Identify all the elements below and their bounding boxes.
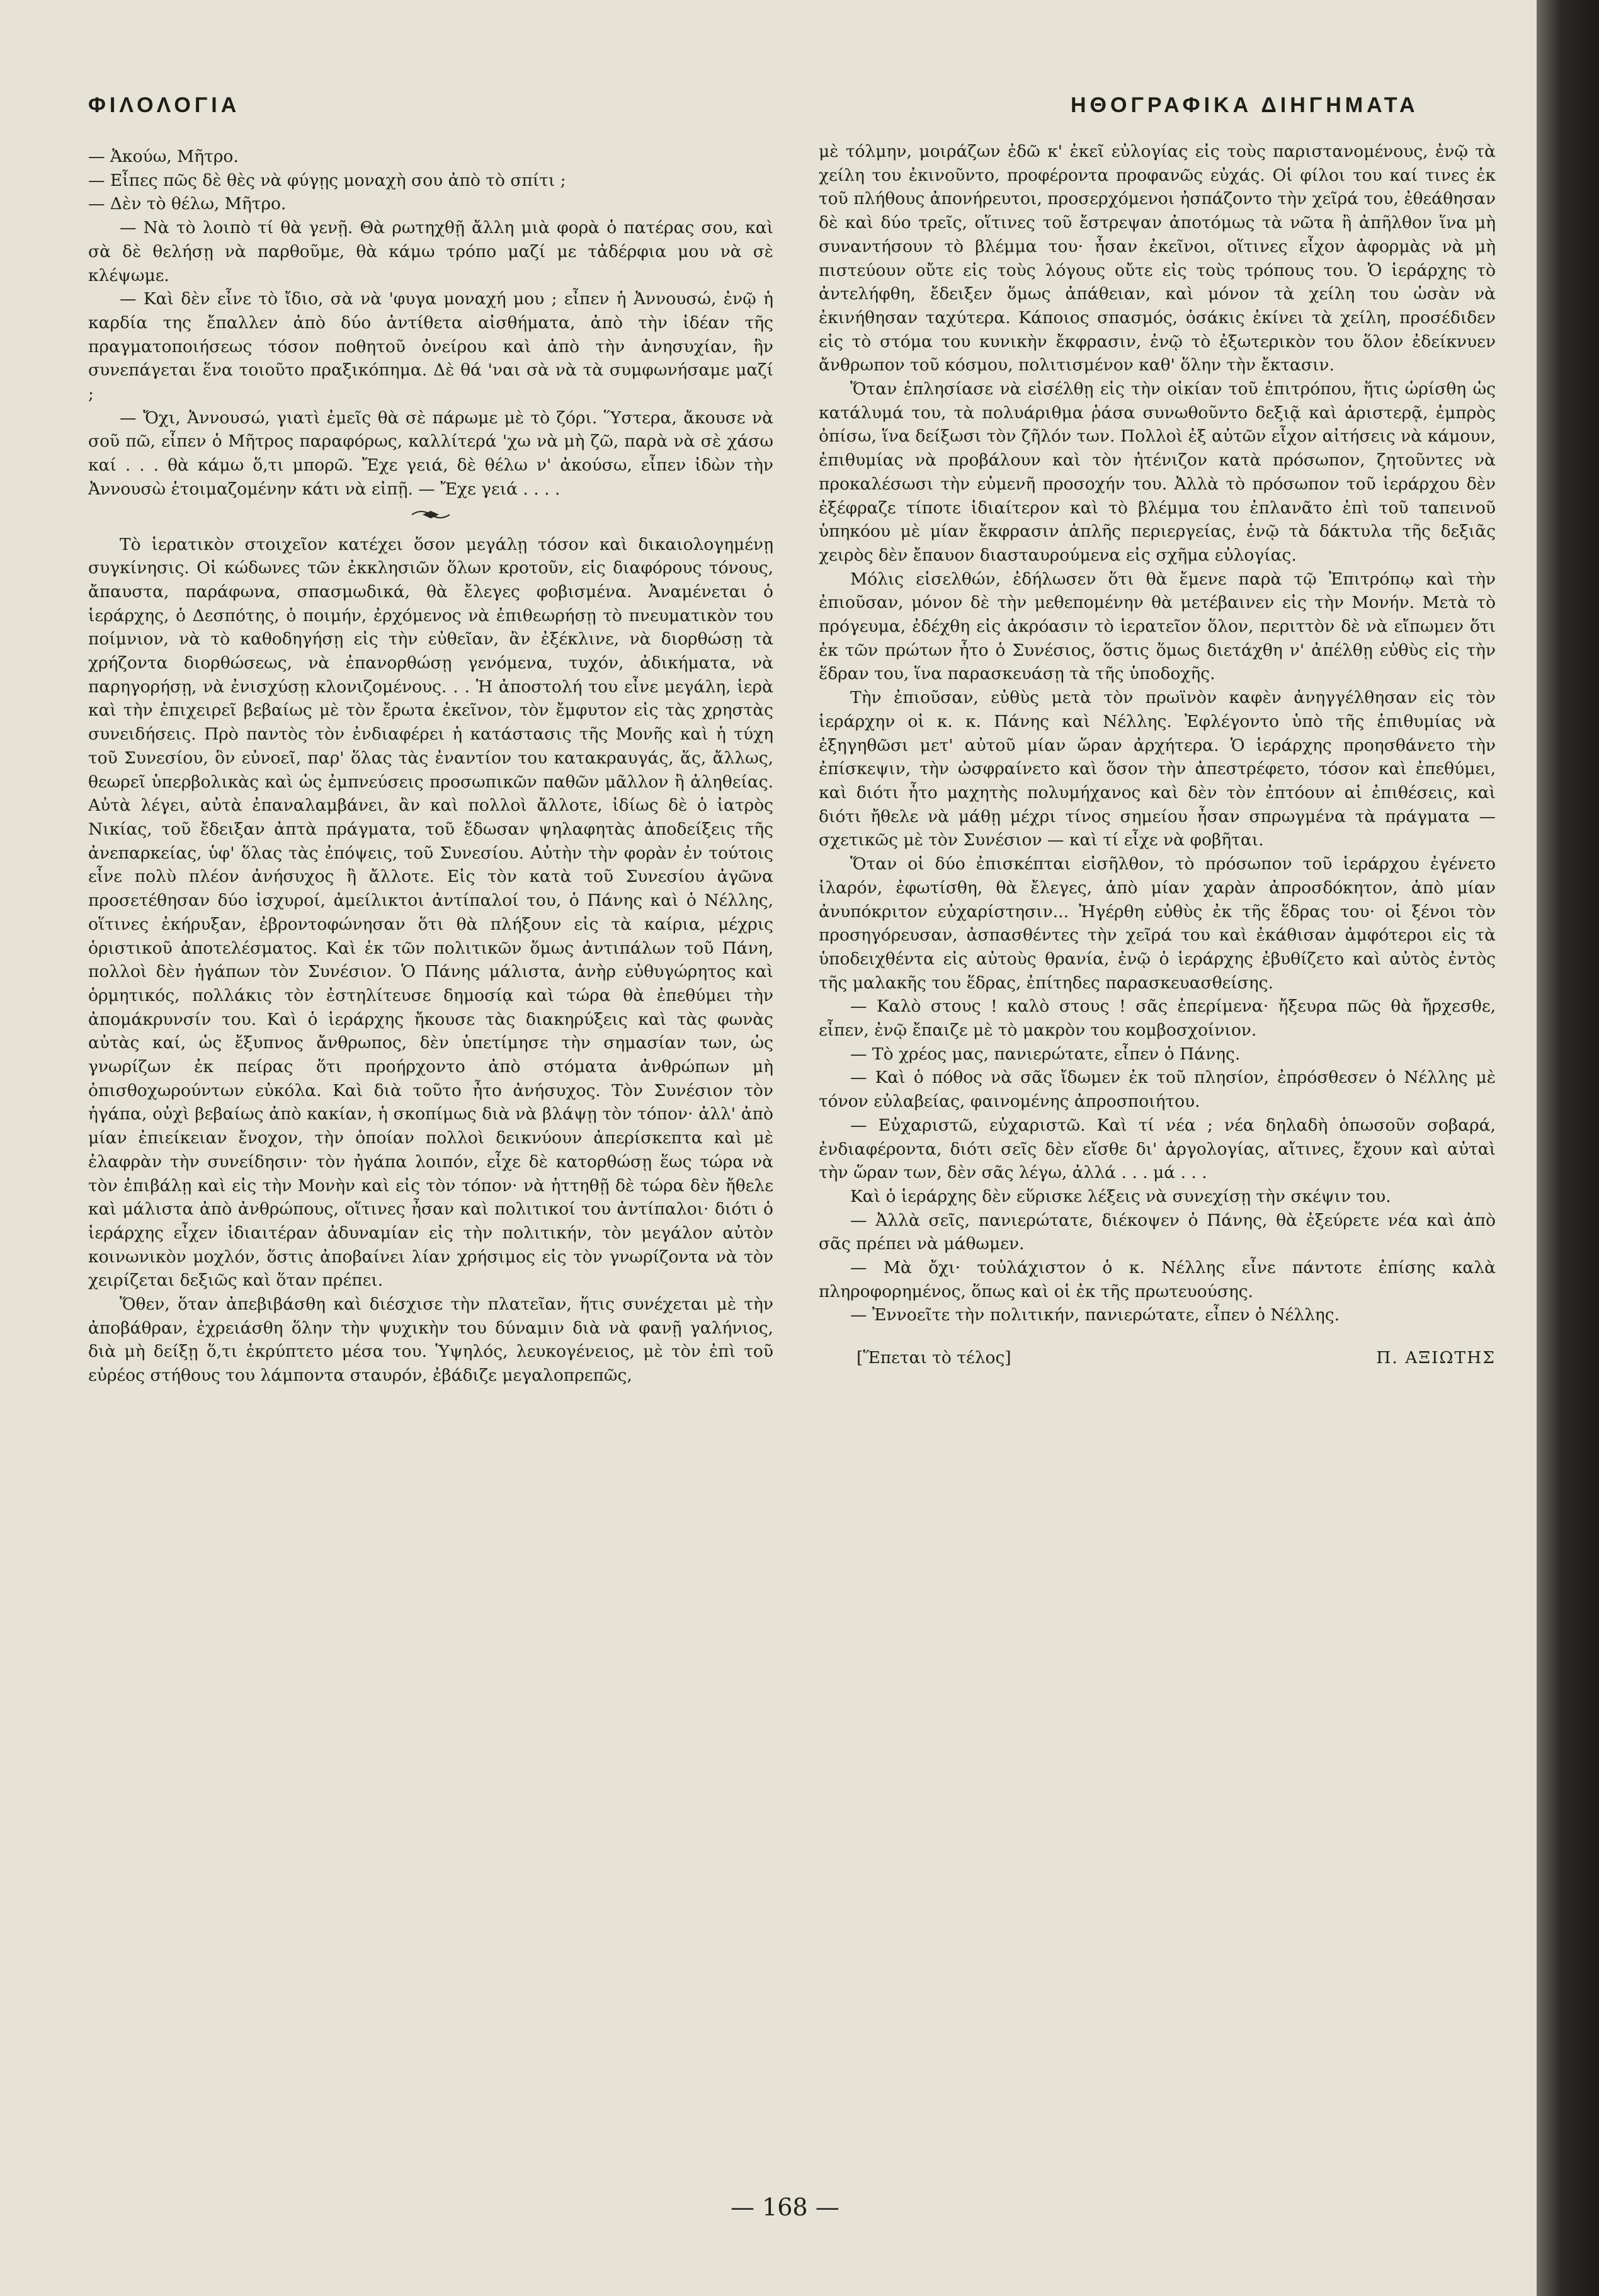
paragraph: — Ἀκούω, Μῆτρο. <box>88 147 239 166</box>
paragraph: Τὴν ἐπιοῦσαν, εὐθὺς μετὰ τὸν πρωϊνὸν καφὲν ἀνηγγέλθησαν εἰς τὸν ἱεράρχην οἱ κ. κ. Πάνης καὶ Νέλλης. Ἐφλέγοντο ὑπὸ τῆς ἐπιθυμίας νὰ ἐξηγηθῶσι μετ' αὐτοῦ μίαν ὥραν ἀρχήτερα. Ὁ ἱεράρχης προησθάνετο τὴν ἐπίσκεψιν, τὴν ὠσφραίνετο καὶ ὅσον τὴν ἀπεστρέφετο, τόσον καὶ ἐπεθύμει, καὶ διότι ἦτο μαχητὴς πολυμήχανος καὶ δὲν τὸν ἐπτόουν αἱ ἐπιθέσεις, καὶ διότι ἤθελε νὰ μάθῃ μέχρι τίνος σημείου ἦσαν σπρωγμένα τὰ πράγματα — σχετικῶς μὲ τὸν Συνέσιον — καὶ τί εἶχε νὰ φοβῆται. <box>819 688 1496 850</box>
book-spine-shadow <box>1537 0 1599 2296</box>
paragraph: — Ὄχι, Ἀννουσώ, γιατὶ ἐμεῖς θὰ σὲ πάρωμε μὲ τὸ ζόρι. Ὕστερα, ἄκουσε νὰ σοῦ πῶ, εἶπεν ὁ Μῆτρος παραφόρως, καλλίτερά 'χω νὰ μὴ ζῶ, παρὰ νὰ σὲ χάσω καί . . . θὰ κάμω ὅ,τι μπορῶ. Ἔχε γειά, δὲ θέλω ν' ἀκούσω, εἶπεν ἰδὼν τὴν Ἀννουσὼ ἑτοιμαζομένην κάτι νὰ εἰπῇ. — Ἔχε γειά . . . . <box>88 408 773 499</box>
paragraph: — Καὶ ὁ πόθος νὰ σᾶς ἴδωμεν ἐκ τοῦ πλησίον, ἐπρόσθεσεν ὁ Νέλλης μὲ τόνον εὐλαβείας, φαινομένης ἀπροσποιήτου. <box>819 1068 1496 1112</box>
paragraph: Ὅταν οἱ δύο ἐπισκέπται εἰσῆλθον, τὸ πρόσωπον τοῦ ἱεράρχου ἐγένετο ἱλαρόν, ἐφωτίσθη, θὰ ἔλεγες, ἀπὸ μίαν χαρὰν ἀπροσδόκητον, ἀπὸ μίαν ἀνυπόκριτον εὐχαρίστησιν... Ἠγέρθη εὐθὺς ἐκ τῆς ἕδρας του· οἱ ξένοι τὸν προσηγόρευσαν, ἀσπασθέντες τὴν χεῖρά του καὶ ἐκάθισαν ἀμφότεροι εἰς τὰ ὑποδειχθέντα εἰς αὐτοὺς θρανία, ἐνῷ ὁ ἱεράρχης ἐβυθίζετο καὶ αὐτὸς ἐντὸς τῆς μαλακῆς του ἕδρας, ἐπίτηδες παρασκευασθείσης. <box>819 854 1496 993</box>
ornament-divider <box>88 505 773 524</box>
paragraph: — Τὸ χρέος μας, πανιερώτατε, εἶπεν ὁ Πάνης. <box>850 1044 1241 1064</box>
article-footer <box>819 1346 1496 1370</box>
paragraph: — Δὲν τὸ θέλω, Μῆτρο. <box>88 194 287 214</box>
paragraph: — Ἐννοεῖτε τὴν πολιτικήν, πανιερώτατε, εἶπεν ὁ Νέλλης. <box>850 1305 1340 1325</box>
paragraph: — Εἶπες πῶς δὲ θὲς νὰ φύγῃς μοναχὴ σου ἀπὸ τὸ σπίτι ; <box>88 170 566 190</box>
ornament-icon <box>409 505 453 524</box>
paragraph: Μόλις εἰσελθών, ἐδήλωσεν ὅτι θὰ ἔμενε παρὰ τῷ Ἐπιτρόπῳ καὶ τὴν ἐπιοῦσαν, μόνον δὲ τὴν μεθεπομένην θὰ μετέβαινεν εἰς τὴν Μονήν. Μετὰ τὸ πρόγευμα, ἐδέχθη εἰς ἀκρόασιν τὸ ἱερατεῖον ὅλον, περιττὸν δὲ νὰ εἴπωμεν ὅτι ἐκ τῶν πρώτων ἦτο ὁ Συνέσιος, ὅστις ὅμως διετάχθη ν' ἀπέλθῃ εὐθὺς εἰς τὴν ἕδραν του, ἵνα παρασκευάσῃ τὰ τῆς ὑποδοχῆς. <box>819 569 1496 684</box>
continued-note: [Ἕπεται τὸ τέλος] <box>856 1348 1011 1368</box>
left-column <box>88 145 773 1388</box>
paragraph: — Καὶ δὲν εἶνε τὸ ἴδιο, σὰ νὰ 'φυγα μοναχή μου ; εἶπεν ἡ Ἀννουσώ, ἐνῷ ἡ καρδία της ἔπαλλεν ἀπὸ δύο ἀντίθετα αἰσθήματα, ἀπὸ τὴν ἰδέαν τῆς πραγματοποιήσεως τόσον ποθητοῦ ὀνείρου καὶ ἀπὸ τὴν ἀνησυχίαν, ἣν συνεπάγεται ἕνα τοιοῦτο πραξικόπημα. Δὲ θά 'ναι σὰ νὰ τὰ συμφωνήσαμε μαζί ; <box>88 289 773 404</box>
paragraph: Ὅταν ἐπλησίασε νὰ εἰσέλθῃ εἰς τὴν οἰκίαν τοῦ ἐπιτρόπου, ἥτις ὡρίσθη ὡς κατάλυμά του, τὰ πολυάριθμα ῥάσα συνωθοῦντο δεξιᾷ καὶ ἀριστερᾷ, ἐμπρὸς ὀπίσω, ἵνα δείξωσι τὸν ζῆλόν των. Πολλοὶ ἐξ αὐτῶν εἶχον αἰτήσεις νὰ κάμουν, ἐπιθυμίας νὰ προβάλουν καὶ τὸν ἠτένιζον κατὰ πρόσωπον, ζητοῦντες νὰ προκαλέσωσι τὴν εὐμενῆ προσοχήν του. Ἀλλὰ τὸ πρόσωπον τοῦ ἱεράρχου δὲν ἐξέφραζε τίποτε ἰδιαίτερον καὶ τὸ βλέμμα του ἐπλανᾶτο ἐπὶ τοῦ ταπεινοῦ ὑπηκόου μὲ μίαν ἔκφρασιν ἁπλῆς περιεργείας, ἐνῷ τὰ δάκτυλα τῆς δεξιᾶς χειρὸς δὲν ἔπαυον διασταυρούμενα εἰς σχῆμα εὐλογίας. <box>819 379 1496 565</box>
paragraph: — Ἀλλὰ σεῖς, πανιερώτατε, διέκοψεν ὁ Πάνης, θὰ ἐξεύρετε νέα καὶ ἀπὸ σᾶς πρέπει νὰ μάθωμεν. <box>819 1210 1496 1254</box>
paragraph: Ὅθεν, ὅταν ἀπεβιβάσθη καὶ διέσχισε τὴν πλατεῖαν, ἥτις συνέχεται μὲ τὴν ἀποβάθραν, ἐχρειάσθη ὅλην τὴν ψυχικὴν του δύναμιν διὰ νὰ φανῇ γαλήνιος, διὰ μὴ δείξῃ ὅ,τι ἐκρύπτετο μέσα του. Ὑψηλός, λευκογένειος, μὲ τὸν ἐπὶ τοῦ εὐρέος στήθους του λάμποντα σταυρόν, ἐβάδιζε μεγαλοπρεπῶς, <box>88 1294 773 1386</box>
running-head-right: ΗΘΟΓΡΑΦΙΚΑ ΔΙΗΓΗΜΑΤΑ <box>1071 93 1419 117</box>
paragraph: — Νὰ τὸ λοιπὸ τί θὰ γενῇ. Θὰ ρωτηχθῇ ἄλλη μιὰ φορὰ ὁ πατέρας σου, καὶ σὰ δὲ θελήσῃ νὰ παρθοῦμε, θὰ κάμω τρόπο μαζί με τἀδέρφια μου νὰ σὲ κλέψωμε. <box>88 218 773 285</box>
page-number: — 168 — <box>731 2193 839 2221</box>
paragraph: Τὸ ἱερατικὸν στοιχεῖον κατέχει ὅσον μεγάλῃ τόσον καὶ δικαιολογημένῃ συγκίνησις. Οἱ κώδωνες τῶν ἐκκλησιῶν ὅλων κροτοῦν, εἰς διαφόρους τόνους, ἄπαυστα, παράφωνα, σπασμωδικά, θὰ ἔλεγες φοβισμένα. Ἀναμένεται ὁ ἱεράρχης, ὁ Δεσπότης, ὁ ποιμήν, ἐρχόμενος νὰ ἐπιθεωρήσῃ τὸ πνευματικὸν του ποίμνιον, νὰ τὸ καθοδηγήσῃ εἰς τὴν εὐθεῖαν, ἂν ἐξέκλινε, νὰ διορθώσῃ τὰ χρήζοντα διορθώσεως, νὰ ἐπανορθώσῃ γενόμενα, τυχόν, ἀδικήματα, νὰ παρηγορήσῃ, νὰ ἐνισχύσῃ κλονιζομένους. . . Ἡ ἀποστολή του εἶνε μεγάλη, ἱερὰ καὶ τὴν ἐπιχειρεῖ βεβαίως μὲ τὸν ἔρωτα ἐκεῖνον, τὸν ἔμφυτον εἰς τὰς χρηστὰς συνειδήσεις. Πρὸ παντὸς τὸν ἐνδιαφέρει ἡ κατάστασις τῆς Μονῆς καὶ ἡ τύχη τοῦ Συνεσίου, ὃν εὐνοεῖ, παρ' ὅλας τὰς ἐναντίον του κατακραυγάς, ἅς, ἄλλως, θεωρεῖ ὑπερβολικὰς καὶ ὡς ἐμπνεύσεις προσωπικῶν παθῶν μᾶλλον ἢ ἀληθείας. Αὐτὰ λέγει, αὐτὰ ἐπαναλαμβάνει, ἂν καὶ πολλοὶ ἄλλοτε, ἰδίως δὲ ὁ ἰατρὸς Νικίας, τοῦ ἔδειξαν ἀπτὰ πράγματα, τοῦ ἔδωσαν ψηλαφητὰς ἀποδείξεις τῆς ἀνεπαρκείας, ὑφ' ὅλας τὰς ἐπόψεις, τοῦ Συνεσίου. Αὐτὴν τὴν φορὰν ἐν τούτοις εἶνε πολὺ πλέον ἀνήσυχος ἢ ἄλλοτε. Εἰς τὸν κατὰ τοῦ Συνεσίου ἀγῶνα προσετέθησαν δύο ἰσχυροί, ἀμείλικτοι ἀντίπαλοί του, ὁ Πάνης καὶ ὁ Νέλλης, οἵτινες ἐκήρυξαν, ἐβροντοφώνησαν ὅτι θὰ πλήξουν εἰς τὰ καίρια, μέχρις ὁριστικοῦ ἀποτελέσματος. Καὶ ἐκ τῶν πολιτικῶν ὅμως ἀντιπάλων τοῦ Πάνη, πολλοὶ δὲν ἠγάπων τὸν Συνέσιον. Ὁ Πάνης μάλιστα, ἀνὴρ εὐθυγώρητος καὶ ὁρμητικός, πολλάκις τὸν ἐστηλίτευσε δημοσίᾳ καὶ τώρα θὰ ἐπεθύμει τὴν ἀπομάκρυνσίν του. Καὶ ὁ ἱεράρχης ἤκουσε τὰς διακηρύξεις καὶ τὰς φωνὰς αὐτὰς καί, ὡς ἔξυπνος ἄνθρωπος, δὲν ὑπετίμησε τὴν σημασίαν των, ὡς γνωρίζων ἐκ πείρας ὅτι προήρχοντο ἀπὸ στόματα ἀνθρώπων μὴ ὀπισθοχωρούντων εὐκόλα. Καὶ διὰ τοῦτο ἦτο ἀνήσυχος. Τὸν Συνέσιον τὸν ἠγάπα, οὐχὶ βεβαίως ἀπὸ κακίαν, ἡ σκοπίμως διὰ νὰ βλάψῃ τὸν τόπον· ἀλλ' ἀπὸ μίαν ἐπιείκειαν ἔνοχον, τὴν ὁποίαν πολλοὶ δεικνύουν ἀπερίσκεπτα καὶ μὲ ἐλαφρὰν τὴν συνείδησιν· τὸν ἠγάπα λοιπόν, εἶχε δὲ κατορθώσῃ ἕως τώρα νὰ τὸν ἐπιβάλῃ καὶ εἰς τὴν Μονὴν καὶ εἰς τὸν τόπον· νὰ ἡττηθῇ δὲ τώρα δὲν ἤθελε καὶ μάλιστα ἀπὸ ἀνθρώπους, οἵτινες ἦσαν καὶ πολιτικοί του ἀντίπαλοι· διότι ὁ ἱεράρχης εἶχεν ἰδιαιτέραν ἀδυναμίαν εἰς τὴν πολιτικήν, τὸν μεγάλον αὐτὸν κοινωνικὸν μοχλόν, ὅστις ἀποβαίνει λίαν χρήσιμος εἰς τὸν γνωρίζοντα νὰ τὸν χειρίζεται δεξιῶς καὶ ὅταν πρέπει. <box>88 534 773 1291</box>
author-signature: Π. ΑΞΙΩΤΗΣ <box>1376 1348 1496 1368</box>
paragraph: μὲ τόλμην, μοιράζων ἐδῶ κ' ἐκεῖ εὐλογίας εἰς τοὺς παριστανομένους, ἐνῷ τὰ χείλη του ἐκινοῦντο, προφέροντα προφανῶς εὐχάς. Οἱ φίλοι του καί τινες ἐκ τοῦ πλήθους ἀπονήρευτοι, προσερχόμενοι ἠσπάζοντο τὴν χεῖρά του, ἐθεάθησαν δὲ καὶ δύο τρεῖς, οἵτινες τοῦ ἔστρεψαν ἀποτόμως τὰ νῶτα ἢ ἀπῆλθον ἵνα μὴ συναντήσουν τὸ βλέμμα του· ἦσαν ἐκεῖνοι, οἵτινες εἶχον ἀφορμὰς νὰ μὴ πιστεύουν οὔτε εἰς τοὺς λόγους οὔτε εἰς τοὺς τρόπους του. Ὁ ἱεράρχης τὸ ἀντελήφθη, ἔδειξεν ὅμως ἀπάθειαν, καὶ μόνον τὰ χείλη του ὡσὰν νὰ ἐκινήθησαν ταχύτερα. Κάποιος σπασμός, ὁσάκις ἐκίνει τὰ χείλη, προσέδιδεν εἰς τὸ στόμα του κυνικὴν ἔκφρασιν, ἐνῷ τὸ ἐξωτερικὸν του ὅλον ἐδείκνυεν ἄνθρωπον τοῦ κόσμου, πολιτισμένον καθ' ὅλην τὴν ἔκτασιν. <box>819 142 1496 375</box>
paragraph: — Καλὸ στους ! καλὸ στους ! σᾶς ἐπερίμενα· ἤξευρα πῶς θὰ ἤρχεσθε, εἶπεν, ἐνῷ ἔπαιζε μὲ τὸ μακρὸν του κομβοσχοίνιον. <box>819 997 1496 1041</box>
paragraph: — Μὰ ὄχι· τοὐλάχιστον ὁ κ. Νέλλης εἶνε πάντοτε ἐπίσης καλὰ πληροφορημένος, ὅπως καὶ οἱ ἐκ τῆς πρωτευούσης. <box>819 1258 1496 1301</box>
running-head-left: ΦΙΛΟΛΟΓΙΑ <box>88 93 241 117</box>
paragraph: — Εὐχαριστῶ, εὐχαριστῶ. Καὶ τί νέα ; νέα δηλαδὴ ὁπωσοῦν σοβαρά, ἐνδιαφέροντα, διότι σεῖς δὲν εἴσθε δι' ἀργολογίας, αἴτινες, ἔχουν καὶ αὐταὶ τὴν ὥραν των, δὲν σᾶς λέγω, ἀλλά . . . μά . . . <box>819 1115 1496 1183</box>
right-column <box>819 140 1496 1370</box>
paragraph: Καὶ ὁ ἱεράρχης δὲν εὕρισκε λέξεις νὰ συνεχίσῃ τὴν σκέψιν του. <box>850 1186 1391 1206</box>
